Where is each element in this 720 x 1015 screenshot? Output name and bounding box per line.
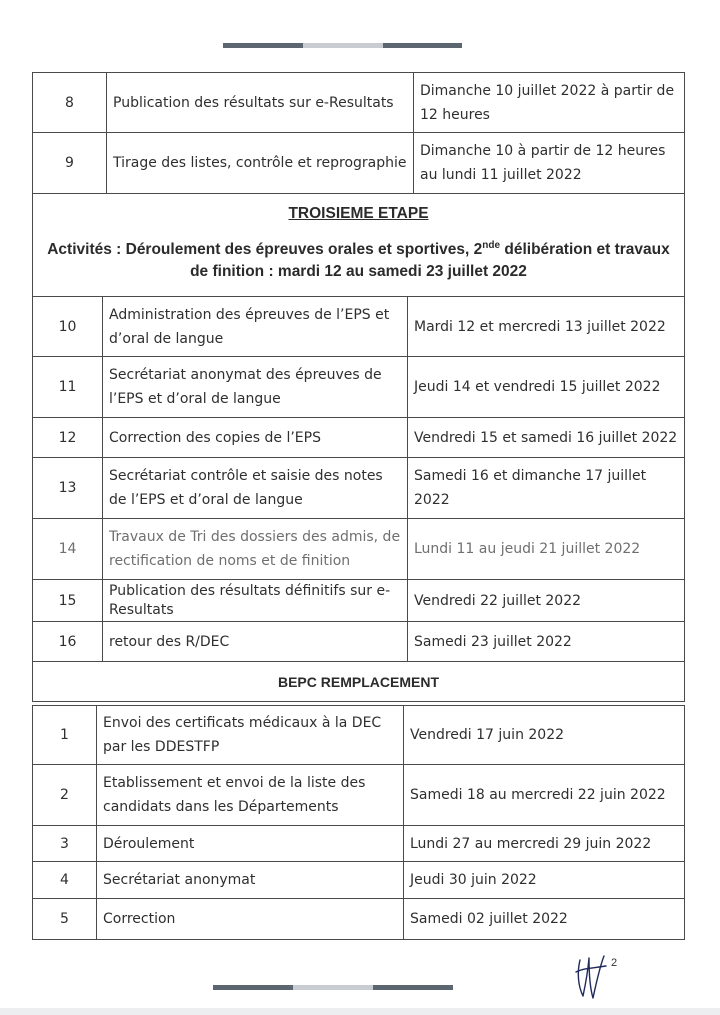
task-description: Correction des copies de l’EPS xyxy=(103,418,408,458)
task-date: Lundi 11 au jeudi 21 juillet 2022 xyxy=(408,519,685,580)
task-description: Tirage des listes, contrôle et reprographie xyxy=(107,133,414,194)
table-row xyxy=(33,133,685,194)
table-row xyxy=(33,580,685,622)
task-date: Mardi 12 et mercredi 13 juillet 2022 xyxy=(408,297,685,357)
table-row xyxy=(33,519,685,580)
row-number: 5 xyxy=(33,899,97,940)
row-number: 3 xyxy=(33,826,97,862)
footer-bar-left xyxy=(213,985,293,990)
footer-bar-middle xyxy=(293,985,373,990)
row-number: 15 xyxy=(33,580,103,622)
task-description: Déroulement xyxy=(97,826,404,862)
header-bar-right xyxy=(383,43,462,48)
table-row xyxy=(33,706,685,765)
table-row xyxy=(33,418,685,458)
header-bar-left xyxy=(223,43,303,48)
bepc-section-title: BEPC REMPLACEMENT xyxy=(33,662,685,702)
row-number: 16 xyxy=(33,622,103,662)
task-description: Envoi des certificats médicaux à la DEC par les DDESTFP xyxy=(97,706,404,765)
task-date: Jeudi 30 juin 2022 xyxy=(404,862,685,899)
task-description: Correction xyxy=(97,899,404,940)
table-row xyxy=(33,622,685,662)
row-number: 12 xyxy=(33,418,103,458)
task-date: Samedi 18 au mercredi 22 juin 2022 xyxy=(404,765,685,826)
table-row xyxy=(33,357,685,418)
row-number: 10 xyxy=(33,297,103,357)
schedule-table-bepc xyxy=(32,705,685,940)
task-date: Jeudi 14 et vendredi 15 juillet 2022 xyxy=(408,357,685,418)
task-description: Secrétariat anonymat xyxy=(97,862,404,899)
table-row xyxy=(33,297,685,357)
task-date: Samedi 23 juillet 2022 xyxy=(408,622,685,662)
task-date: Lundi 27 au mercredi 29 juin 2022 xyxy=(404,826,685,862)
task-date: Vendredi 17 juin 2022 xyxy=(404,706,685,765)
table-row xyxy=(33,458,685,519)
row-number: 13 xyxy=(33,458,103,519)
page-bottom-edge xyxy=(0,1008,720,1015)
page-number: 2 xyxy=(611,957,618,969)
schedule-table-stage3 xyxy=(32,296,685,702)
row-number: 2 xyxy=(33,765,97,826)
table-row xyxy=(33,862,685,899)
task-description: retour des R/DEC xyxy=(103,622,408,662)
stage-title: TROISIEME ETAPE xyxy=(288,205,429,222)
row-number: 14 xyxy=(33,519,103,580)
row-number: 11 xyxy=(33,357,103,418)
task-description: Etablissement et envoi de la liste des candidats dans les Départements xyxy=(97,765,404,826)
task-description: Secrétariat anonymat des épreuves de l’EPS et d’oral de langue xyxy=(103,357,408,418)
schedule-table-top xyxy=(32,72,685,297)
task-date: Samedi 02 juillet 2022 xyxy=(404,899,685,940)
stage-header-row xyxy=(33,194,685,297)
footer-bar-right xyxy=(373,985,453,990)
task-date: Vendredi 22 juillet 2022 xyxy=(408,580,685,622)
task-description: Publication des résultats définitifs sur e-Resultats xyxy=(103,580,408,622)
table-row xyxy=(33,73,685,133)
task-date: Dimanche 10 à partir de 12 heures au lundi 11 juillet 2022 xyxy=(414,133,685,194)
task-date: Dimanche 10 juillet 2022 à partir de 12 heures xyxy=(414,73,685,133)
task-description: Travaux de Tri des dossiers des admis, de rectification de noms et de finition xyxy=(103,519,408,580)
task-description: Secrétariat contrôle et saisie des notes de l’EPS et d’oral de langue xyxy=(103,458,408,519)
task-date: Vendredi 15 et samedi 16 juillet 2022 xyxy=(408,418,685,458)
row-number: 4 xyxy=(33,862,97,899)
row-number: 9 xyxy=(33,133,107,194)
row-number: 1 xyxy=(33,706,97,765)
table-row xyxy=(33,765,685,826)
task-description: Administration des épreuves de l’EPS et d’oral de langue xyxy=(103,297,408,357)
section-header-row xyxy=(33,662,685,702)
signature-mark xyxy=(574,952,608,1002)
task-date: Samedi 16 et dimanche 17 juillet 2022 xyxy=(408,458,685,519)
row-number: 8 xyxy=(33,73,107,133)
stage-activities: Activités : Déroulement des épreuves orales et sportives, 2nde délibération et travaux de finition : mardi 12 au samedi 23 juillet 2022 xyxy=(47,240,670,281)
table-row xyxy=(33,826,685,862)
stage-header-cell xyxy=(33,194,685,297)
header-bar-middle xyxy=(303,43,383,48)
table-row xyxy=(33,899,685,940)
task-description: Publication des résultats sur e-Resultats xyxy=(107,73,414,133)
